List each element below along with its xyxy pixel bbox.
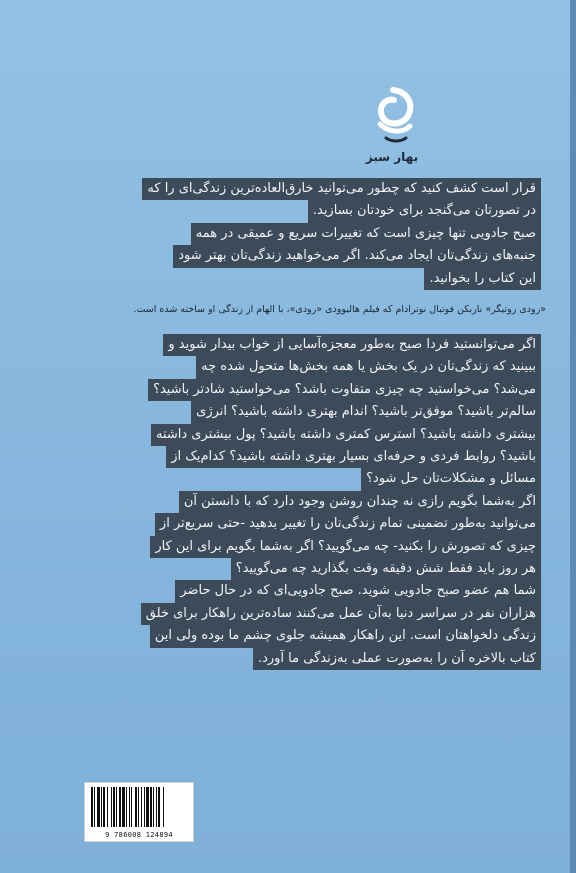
body-line: اگر می‌توانستید فردا صبح به‌طور معجزه‌آسایی از خواب بیدار شوید و: [163, 334, 541, 356]
body-line: هزاران نفر در سراسر دنیا به‌آن عمل می‌کنند ساده‌ترین راهکار برای خلق: [141, 603, 541, 625]
publisher-name: بهار سبز: [365, 150, 419, 164]
body-line: باشید؟ روابط فردی و حرفه‌ای بسیار بهتری داشته باشید؟ کدام‌یک از: [166, 446, 541, 468]
body-line: کتاب بالاخره آن را به‌صورت عملی به‌زندگی ما آورد.: [253, 648, 541, 670]
body-line: چیزی که تصورش را بکنید- چه می‌گویید؟ اگر به‌شما بگویم برای این کار: [150, 536, 541, 558]
quote-attribution: «رودی روتیگر» ناربکن فوتبال نوترادام که فیلم هالیوودی «رودی»، با الهام از زندگی او ساخته شده است.: [133, 304, 546, 315]
body-line: شما هم عضو صبح جادویی شوید. صبح جادویی‌ای که در حال حاضر: [175, 580, 541, 602]
body-line: بیشتری داشته باشید؟ استرس کمتری داشته باشید؟ پول بیشتری داشته: [151, 424, 541, 446]
body-line: می‌شد؟ می‌خواستید چه چیزی متفاوت باشد؟ می‌خواستید شادتر باشید؟: [148, 379, 541, 401]
body-line: ببینید که زندگی‌تان در یک بخش یا همه بخش‌ها متحول شده چه: [196, 356, 541, 378]
publisher-logo-icon: [368, 86, 418, 156]
body-text-panel: [36, 334, 541, 670]
isbn-number: 9 786008 124894: [105, 831, 173, 839]
intro-line: جنبه‌های زندگی‌تان ایجاد می‌کند. اگر می‌خواهید زندگی‌تان بهتر شود: [173, 245, 541, 267]
body-line: زندگی دلخواهتان است. این راهکار همیشه جلوی چشم ما بوده ولی این: [150, 625, 541, 647]
intro-line: قرار است کشف کنید که چطور می‌توانید خارق‌العاده‌ترین زندگی‌ای را که: [142, 178, 541, 200]
body-line: سالم‌تر باشید؟ موفق‌تر باشید؟ اندام بهتری داشته باشید؟ انرژی: [191, 401, 541, 423]
intro-line: این کتاب را بخوانید.: [424, 268, 541, 290]
intro-text-panel: [36, 178, 541, 290]
intro-line: در تصورتان می‌گنجد برای خودتان بسازید.: [308, 200, 541, 222]
isbn-barcode: [84, 782, 194, 842]
body-line: اگر به‌شما بگویم رازی نه چندان روشن وجود دارد که با دانستن آن: [179, 491, 541, 513]
body-line: می‌توانید به‌طور تضمینی تمام زندگی‌تان را تغییر بدهید -حتی سریع‌تر از: [155, 513, 541, 535]
intro-line: صبح جادویی تنها چیزی است که تغییرات سریع و عمیقی در همه: [191, 223, 541, 245]
body-line: مسائل و مشکلات‌تان حل شود؟: [361, 468, 541, 490]
body-line: هر روز باید فقط شش دقیقه وقت بگذارید چه می‌گویید؟: [231, 558, 541, 580]
barcode-bars-icon: [89, 787, 189, 827]
